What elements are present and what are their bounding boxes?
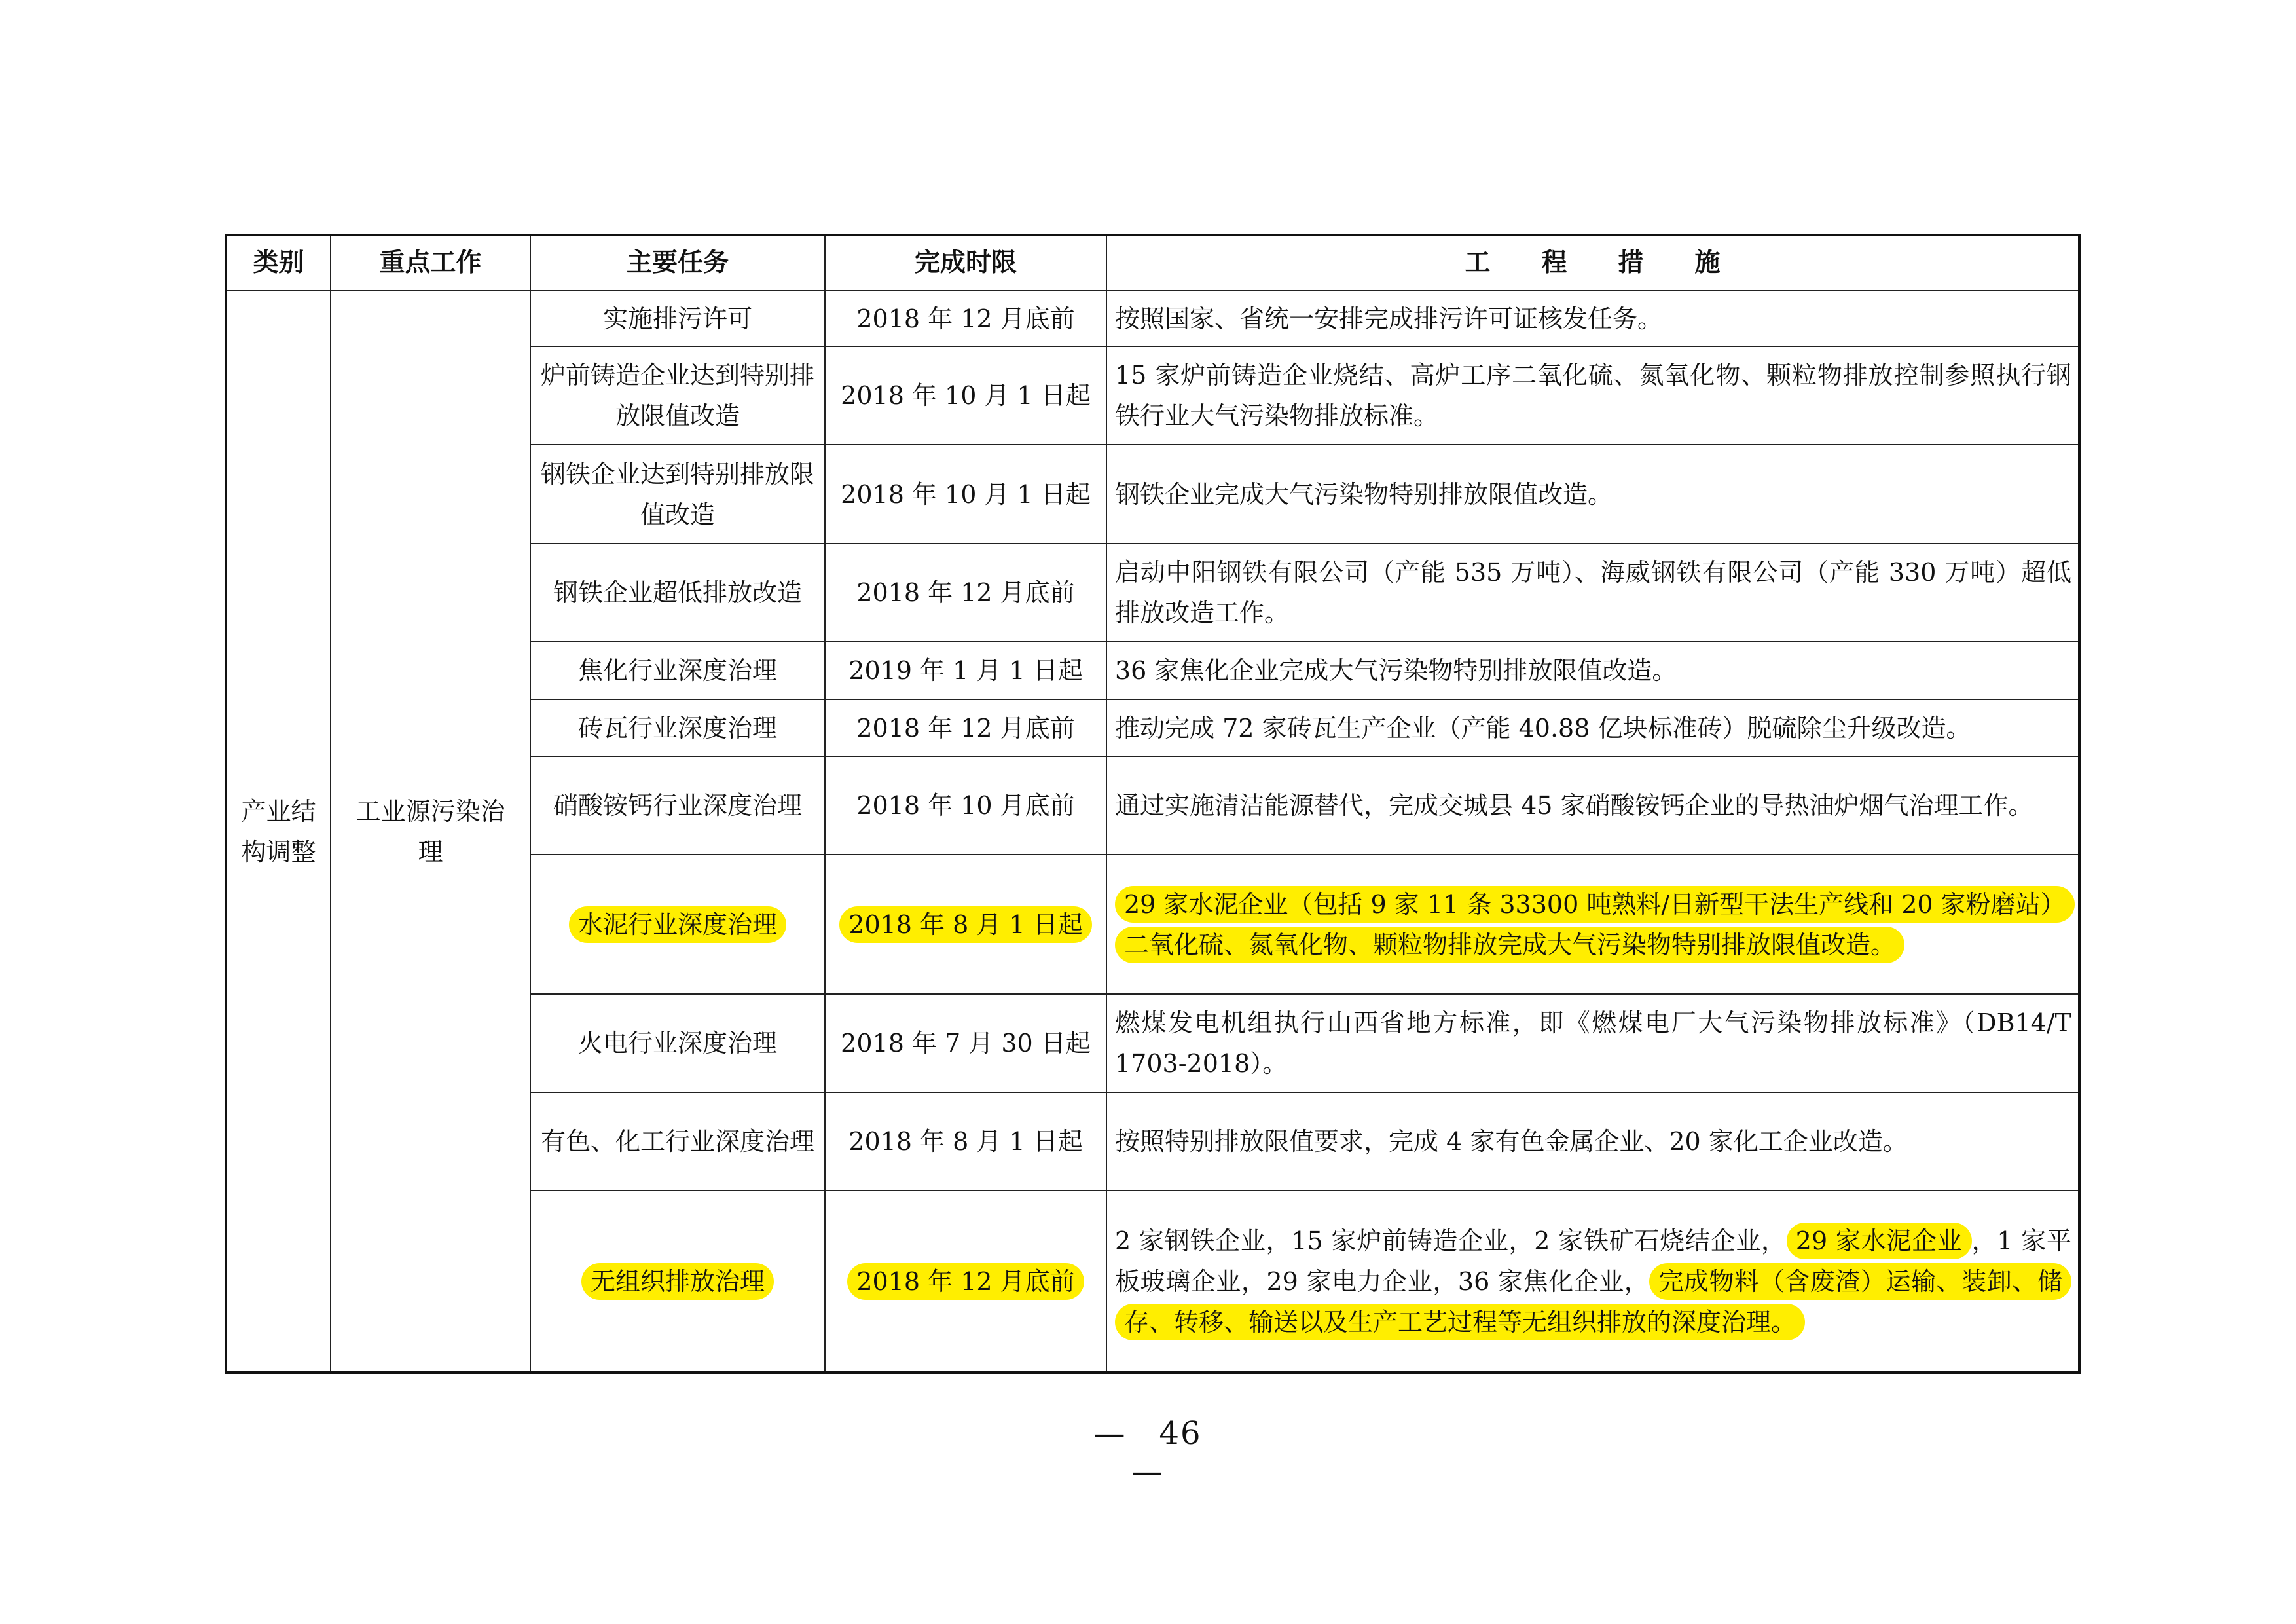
deadline-cell: 2019 年 1 月 1 日起 [825, 642, 1106, 699]
highlighted-deadline: 2018 年 12 月底前 [847, 1263, 1084, 1300]
deadline-cell: 2018 年 10 月 1 日起 [825, 346, 1106, 445]
highlighted-task: 无组织排放治理 [581, 1263, 774, 1300]
deadline-cell: 2018 年 12 月底前 [825, 291, 1106, 346]
task-cell [530, 1190, 825, 1373]
header-category: 类别 [226, 235, 331, 291]
header-main-task: 主要任务 [530, 235, 825, 291]
measure-text: 2 家钢铁企业，15 家炉前铸造企业，2 家铁矿石烧结企业， [1115, 1226, 1787, 1255]
task-cell: 实施排污许可 [530, 291, 825, 346]
measure-cell: 按照国家、省统一安排完成排污许可证核发任务。 [1106, 291, 2079, 346]
task-cell: 焦化行业深度治理 [530, 642, 825, 699]
category-cell [226, 291, 331, 1373]
task-cell: 有色、化工行业深度治理 [530, 1092, 825, 1190]
task-cell: 硝酸铵钙行业深度治理 [530, 756, 825, 855]
header-measures: 工 程 措 施 [1106, 235, 2079, 291]
task-cell: 砖瓦行业深度治理 [530, 699, 825, 756]
measure-cell: 36 家焦化企业完成大气污染物特别排放限值改造。 [1106, 642, 2079, 699]
highlighted-deadline: 2018 年 8 月 1 日起 [839, 906, 1091, 943]
table-header-row [226, 235, 2079, 291]
measure-cell: 通过实施清洁能源替代，完成交城县 45 家硝酸铵钙企业的导热油炉烟气治理工作。 [1106, 756, 2079, 855]
task-cell: 钢铁企业达到特别排放限值改造 [530, 445, 825, 544]
key-work-cell [331, 291, 530, 1373]
deadline-cell [825, 1190, 1106, 1373]
task-cell: 火电行业深度治理 [530, 994, 825, 1092]
deadline-cell: 2018 年 7 月 30 日起 [825, 994, 1106, 1092]
highlighted-task: 水泥行业深度治理 [569, 906, 786, 943]
deadline-cell [825, 855, 1106, 994]
table-row [226, 291, 2079, 346]
measure-cell: 启动中阳钢铁有限公司（产能 535 万吨）、海威钢铁有限公司（产能 330 万吨）超低排放改造工作。 [1106, 544, 2079, 642]
deadline-cell: 2018 年 12 月底前 [825, 544, 1106, 642]
header-key-work: 重点工作 [331, 235, 530, 291]
measure-text: ，1 家平板玻璃企业，29 家电力企业，36 家焦化企业， [1115, 1226, 2071, 1296]
task-cell: 钢铁企业超低排放改造 [530, 544, 825, 642]
highlighted-measure: 29 家水泥企业（包括 9 家 11 条 33300 吨熟料/日新型干法生产线和 20 家粉磨站）二氧化硫、氮氧化物、颗粒物排放完成大气污染物特别排放限值改造。 [1115, 886, 2075, 963]
measure-cell: 钢铁企业完成大气污染物特别排放限值改造。 [1106, 445, 2079, 544]
highlighted-measure: 29 家水泥企业 [1787, 1223, 1972, 1259]
measure-cell: 燃煤发电机组执行山西省地方标准，即《燃煤电厂大气污染物排放标准》（DB14/T 1703-2018）。 [1106, 994, 2079, 1092]
measure-cell: 15 家炉前铸造企业烧结、高炉工序二氧化硫、氮氧化物、颗粒物排放控制参照执行钢铁行业大气污染物排放标准。 [1106, 346, 2079, 445]
deadline-cell: 2018 年 10 月 1 日起 [825, 445, 1106, 544]
header-deadline: 完成时限 [825, 235, 1106, 291]
deadline-cell: 2018 年 10 月底前 [825, 756, 1106, 855]
deadline-cell: 2018 年 12 月底前 [825, 699, 1106, 756]
deadline-cell: 2018 年 8 月 1 日起 [825, 1092, 1106, 1190]
task-cell [530, 855, 825, 994]
measure-cell: 推动完成 72 家砖瓦生产企业（产能 40.88 亿块标准砖）脱硫除尘升级改造。 [1106, 699, 2079, 756]
page-number: — 46 — [1093, 1415, 1235, 1490]
key-work-text: 工业源污染治理 [355, 796, 505, 866]
highlighted-measure: 完成物料（含废渣）运输、装卸、储存、转移、输送以及生产工艺过程等无组织排放的深度治理。 [1115, 1263, 2071, 1340]
measure-cell: 按照特别排放限值要求，完成 4 家有色金属企业、20 家化工企业改造。 [1106, 1092, 2079, 1190]
category-text: 产业结构调整 [241, 796, 316, 866]
task-cell: 炉前铸造企业达到特别排放限值改造 [530, 346, 825, 445]
measure-cell [1106, 855, 2079, 994]
measures-table [225, 234, 2081, 1374]
measure-cell [1106, 1190, 2079, 1373]
